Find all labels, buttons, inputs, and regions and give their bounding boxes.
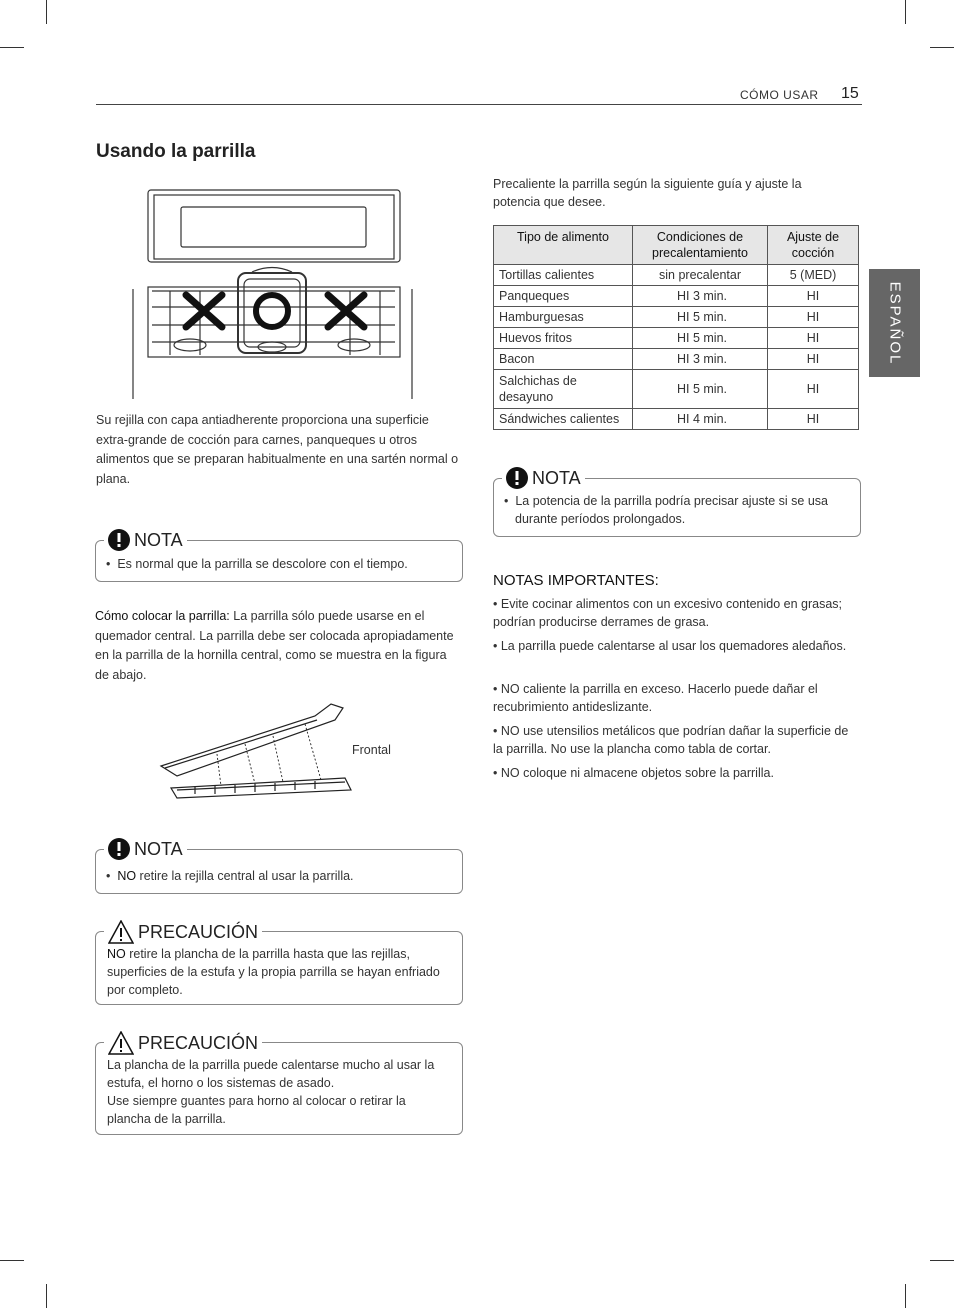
table-row: Huevos fritos HI 5 min. HI	[494, 328, 859, 349]
figure-label: Frontal	[352, 743, 391, 757]
nota-label: NOTA	[532, 467, 581, 488]
nota-text: • NO retire la rejilla central al usar la parrilla.	[106, 869, 354, 883]
table-row: Salchichas de desayuno HI 5 min. HI	[494, 370, 859, 409]
crop-mark	[0, 47, 24, 48]
crop-mark	[46, 1284, 47, 1308]
precaucion-text: La plancha de la parrilla puede calentarse mucho al usar la estufa, el horno o los sistemas de asado. Use siempre guantes para horno al colocar o retirar la plancha de la parrilla.	[107, 1058, 435, 1126]
precaucion-label: PRECAUCIÓN	[138, 1032, 259, 1053]
nota-label: NOTA	[134, 838, 183, 859]
list-item: • Evite cocinar alimentos con un excesivo contenido en grasas; podrían producirse derrames de grasa.	[493, 597, 843, 629]
table-row: Hamburguesas HI 5 min. HI	[494, 307, 859, 328]
nota-text: • La potencia de la parrilla podría precisar ajuste si se usa durante períodos prolongados.	[504, 494, 829, 526]
list-item: • La parrilla puede calentarse al usar los quemadores aledaños.	[493, 639, 847, 653]
warning-triangle-icon	[108, 920, 134, 944]
column-header: Tipo de alimento	[494, 226, 633, 265]
page-number: 15	[841, 85, 859, 102]
crop-mark	[46, 0, 47, 24]
table-header-row	[494, 226, 859, 265]
range-illustration	[130, 187, 415, 399]
nota-text: • Es normal que la parrilla se descolore con el tiempo.	[106, 557, 408, 571]
precaucion-label: PRECAUCIÓN	[138, 921, 259, 942]
header-rule	[96, 104, 862, 105]
crop-mark	[930, 47, 954, 48]
column-header: Ajuste de cocción	[768, 226, 859, 265]
exclamation-icon	[506, 467, 528, 489]
table-row: Tortillas calientes sin precalentar 5 (MED)	[494, 265, 859, 286]
preheat-paragraph: Precaliente la parrilla según la siguiente guía y ajuste la potencia que desee.	[493, 177, 802, 209]
precaucion-text: NO retire la plancha de la parrilla hasta que las rejillas, superficies de la estufa y la propia parrilla se hayan enfriado por completo.	[107, 947, 440, 997]
table-row: Sándwiches calientes HI 4 min. HI	[494, 409, 859, 430]
precaucion-box	[95, 1032, 463, 1135]
crop-mark	[930, 1260, 954, 1261]
list-item: • NO use utensilios metálicos que podrían dañar la superficie de la parrilla. No use la plancha como tabla de cortar.	[493, 724, 849, 756]
nota-box	[493, 467, 861, 537]
nota-box	[95, 529, 463, 582]
precaucion-box	[95, 921, 463, 1005]
warning-triangle-icon	[108, 1031, 134, 1055]
griddle-placement-figure	[155, 698, 355, 800]
page-title: Usando la parrilla	[96, 141, 256, 162]
intro-paragraph: Su rejilla con capa antiadherente proporciona una superficie extra-grande de cocción para carnes, panqueques u otros alimentos que se preparan habitualmente en una sartén normal o plana.	[96, 413, 459, 486]
placement-label: Cómo colocar la parrilla:	[95, 609, 230, 623]
header-section: CÓMO USAR	[740, 88, 819, 102]
exclamation-icon	[108, 838, 130, 860]
crop-mark	[905, 1284, 906, 1308]
table-row: Panqueques HI 3 min. HI	[494, 286, 859, 307]
nota-box	[95, 838, 463, 894]
column-header: Condiciones de precalentamiento	[633, 226, 768, 265]
table-row: Bacon HI 3 min. HI	[494, 349, 859, 370]
list-item: • NO coloque ni almacene objetos sobre la parrilla.	[493, 766, 774, 780]
important-notes-title: NOTAS IMPORTANTES:	[493, 572, 659, 589]
crop-mark	[905, 0, 906, 24]
exclamation-icon	[108, 529, 130, 551]
crop-mark	[0, 1260, 24, 1261]
nota-label: NOTA	[134, 529, 183, 550]
placement-paragraph: Cómo colocar la parrilla: La parrilla sólo puede usarse en el quemador central. La parrilla debe ser colocada apropiadamente en la parrilla de la hornilla central, como se muestra en la figura de abajo.	[95, 609, 454, 682]
preheat-table	[493, 225, 859, 430]
language-tab: ESPAÑOL	[869, 269, 920, 377]
list-item: • NO caliente la parrilla en exceso. Hacerlo puede dañar el recubrimiento antideslizante.	[493, 682, 818, 714]
